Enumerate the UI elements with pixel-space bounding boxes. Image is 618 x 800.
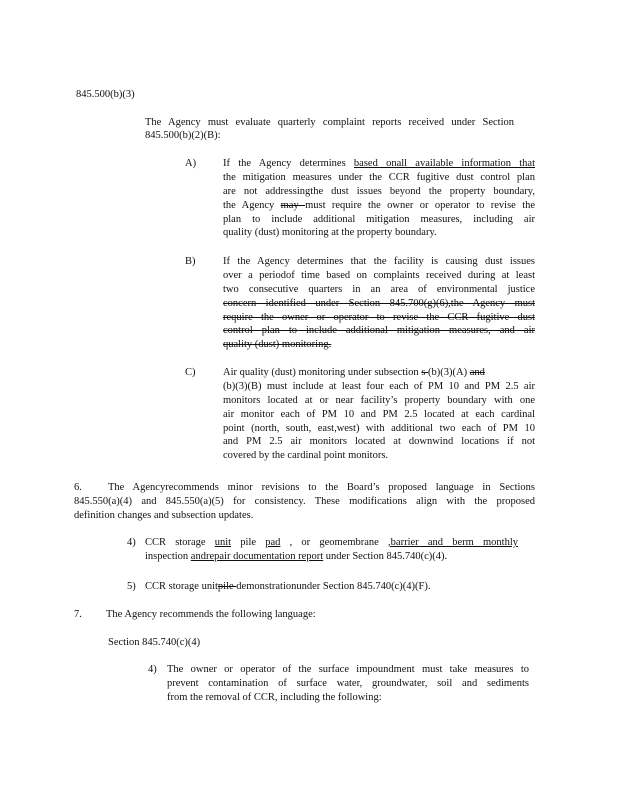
inserted-text: pad <box>265 537 281 548</box>
sub-4-line-1 <box>145 536 518 549</box>
item-6-line-3: definition changes and subsection updates. <box>74 510 254 521</box>
text: two consecutive quarters in an area of environmental justice <box>223 283 535 295</box>
item-c-label: C) <box>185 367 196 378</box>
intro-line-2: 845.500(b)(2)(B): <box>145 130 221 141</box>
text: The owner or operator of the surface impoundment must take measures to <box>167 664 529 675</box>
text: If the Agency determines <box>223 158 354 169</box>
item-a-text <box>223 157 535 240</box>
final-label: 4) <box>148 664 157 675</box>
item-a-label: A) <box>185 158 197 169</box>
text: the Agency <box>223 199 281 211</box>
item-6-number: 6. <box>74 482 82 493</box>
text: Air quality (dust) monitoring under subsection <box>223 367 422 378</box>
deleted-text: concern identified under Section 845.700(g)(6),the Agency must <box>223 297 535 309</box>
intro-line-1: The Agency must evaluate quarterly complaint reports received under Section <box>145 117 514 128</box>
deleted-text: quality (dust) monitoring. <box>223 339 332 351</box>
inserted-text: unit <box>214 537 232 548</box>
text: pile <box>231 537 266 548</box>
inserted-text: based onall available information that <box>353 158 535 169</box>
text: , or geomembrane <box>280 537 389 548</box>
text: are not addressingthe dust issues beyond the property boundary, <box>223 185 535 197</box>
text: covered by the cardinal point monitors. <box>223 450 389 462</box>
item-7-number: 7. <box>74 609 82 620</box>
item-6-line-2: 845.550(a)(4) and 845.550(a)(5) for consistency. These modifications align with the proposed <box>74 496 535 507</box>
inserted-text: andrepair documentation <box>190 551 299 562</box>
sub-4-label: 4) <box>127 537 136 548</box>
sub-4-line-2 <box>145 550 447 563</box>
text: (b)(3)(A) <box>428 367 470 378</box>
text: CCR storage unit <box>145 581 218 592</box>
sub-5-text <box>145 580 431 593</box>
text: (b)(3)(B) must include at least four each of PM 10 and PM 2.5 air <box>223 380 535 392</box>
item-c-text <box>223 366 535 463</box>
text: plan to include additional mitigation measures, including air <box>223 213 535 225</box>
section-reference: 845.500(b)(3) <box>76 89 135 100</box>
text: If the Agency determines that the facility is causing dust issues <box>223 256 535 267</box>
text: prevent contamination of surface water, groundwater, soil and sediments <box>167 677 529 689</box>
section-heading: Section 845.740(c)(4) <box>108 637 201 648</box>
text: the mitigation measures under the CCR fugitive dust control plan <box>223 171 535 183</box>
text: quality (dust) monitoring at the property boundary. <box>223 227 437 239</box>
item-b-label: B) <box>185 256 196 267</box>
final-text <box>167 663 529 705</box>
deleted-text: and <box>469 367 485 378</box>
text: inspection <box>145 551 191 562</box>
text: CCR storage <box>145 537 215 548</box>
sub-5-label: 5) <box>127 581 136 592</box>
text: demonstrationunder Section 845.740(c)(4)(F). <box>236 581 431 592</box>
item-7-text: The Agency recommends the following language: <box>106 609 316 620</box>
text: over a periodof time based on complaints received during at least <box>223 269 535 281</box>
text: must require the owner or operator to revise the <box>305 199 536 211</box>
deleted-text: control plan to include additional mitigation measures, and air <box>223 325 535 337</box>
item-b-text <box>223 255 535 352</box>
deleted-text: pile <box>217 581 237 592</box>
text: from the removal of CCR, including the following: <box>167 691 382 703</box>
text: and PM 2.5 air monitors located at downwind locations if not <box>223 436 535 448</box>
text: point (north, south, east,west) with additional two each of PM 10 <box>223 422 535 434</box>
inserted-text: ,barrier and berm monthly <box>388 537 518 548</box>
deleted-text: may <box>280 199 306 211</box>
deleted-text: s <box>421 367 429 378</box>
text: monitors located at or near facility’s property boundary with one <box>223 394 535 406</box>
text: air monitor each of PM 10 and PM 2.5 located at each cardinal <box>223 408 535 420</box>
deleted-text: require the owner or operator to revise the CCR fugitive dust <box>223 311 535 323</box>
text: under Section 845.740(c)(4). <box>323 551 448 562</box>
item-6-line-1: The Agencyrecommends minor revisions to the Board’s proposed language in Sections <box>108 482 535 493</box>
inserted-text: report <box>298 551 324 562</box>
